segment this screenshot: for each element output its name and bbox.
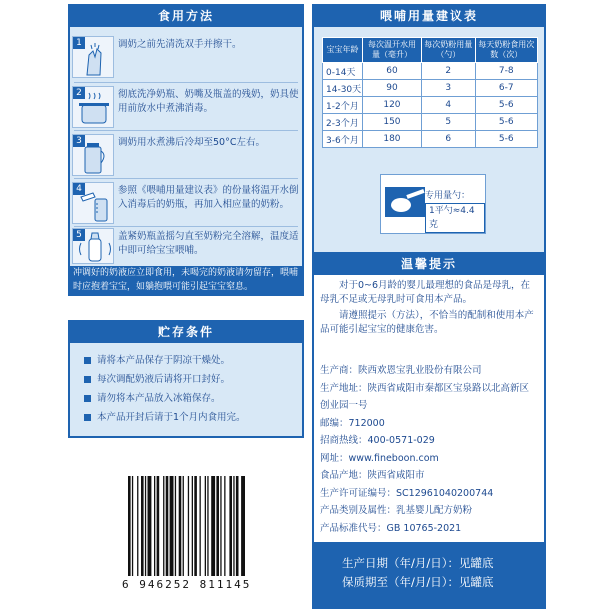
table-cell: 14-30天 xyxy=(323,80,363,97)
table-cell: 3 xyxy=(421,80,475,97)
info-line: 邮编：712000 xyxy=(320,417,385,429)
storage-item xyxy=(84,351,296,370)
table-cell: 0-14天 xyxy=(323,63,363,80)
table-cell: 2-3个月 xyxy=(323,114,363,131)
storage-panel xyxy=(68,320,304,438)
manufacturer-info xyxy=(320,362,542,537)
square-bullet-icon xyxy=(84,357,91,364)
kettle-icon xyxy=(72,134,114,176)
table-header-cell: 每次温开水用量（毫升） xyxy=(363,38,422,63)
info-line: 生产许可证编号：SC12961040200744 xyxy=(320,487,494,499)
barcode-bar xyxy=(141,476,144,576)
table-cell: 6-7 xyxy=(475,80,538,97)
scoop-value: 1平勺≈4.4克 xyxy=(425,203,485,233)
table-cell: 5-6 xyxy=(475,131,538,148)
barcode-bar xyxy=(148,476,152,576)
barcode-bar xyxy=(179,476,182,576)
storage-item-text: 请勿将本产品放入冰箱保存。 xyxy=(97,393,221,404)
table-row xyxy=(323,114,538,131)
barcode-bar xyxy=(154,476,155,576)
pot-boil-icon xyxy=(72,86,114,128)
usage-step-5 xyxy=(72,228,300,264)
info-line: 招商热线：400-0571-029 xyxy=(320,435,435,446)
step-number: 3 xyxy=(73,135,85,147)
info-line: 生产商：陕西欢恩宝乳业股份有限公司 xyxy=(320,365,482,376)
tips-panel xyxy=(312,254,546,609)
pour-scoop-icon xyxy=(72,182,114,224)
storage-item xyxy=(84,370,296,389)
barcode-bar xyxy=(207,476,208,576)
feeding-title: 喂哺用量建议表 xyxy=(314,6,544,27)
step-text: 调奶用水煮沸后冷却至50°C左右。 xyxy=(118,137,265,148)
barcode-bar xyxy=(220,476,221,576)
barcode-bar xyxy=(205,476,206,576)
table-cell: 120 xyxy=(363,97,422,114)
info-line: 产品标准代号：GB 10765-2021 xyxy=(320,522,462,534)
usage-panel xyxy=(68,4,304,296)
barcode-bar xyxy=(163,476,164,576)
table-cell: 3-6个月 xyxy=(323,131,363,148)
barcode-bar xyxy=(183,476,184,576)
step-number: 1 xyxy=(73,37,85,49)
table-cell: 7-8 xyxy=(475,63,538,80)
usage-step-3 xyxy=(72,134,300,176)
usage-title: 食用方法 xyxy=(70,6,302,27)
usage-warning-note: 冲调好的奶液应立即食用，未喝完的奶液请勿留存，喂哺时应抱着宝宝，如躺抱喂可能引起宝宝窒息。 xyxy=(70,266,302,294)
storage-item-text: 本产品开封后请于1个月内食用完。 xyxy=(97,412,246,423)
table-header-cell: 每天奶粉食用次数（次） xyxy=(475,38,538,63)
storage-title: 贮存条件 xyxy=(70,322,302,343)
feeding-panel xyxy=(312,4,546,254)
barcode-bar xyxy=(241,476,245,576)
storage-item xyxy=(84,389,296,408)
square-bullet-icon xyxy=(84,414,91,421)
info-line: 生产地址：陕西省咸阳市秦都区宝泉路以北高新区 xyxy=(320,382,530,394)
table-header-cell: 每次奶粉用量（勺） xyxy=(421,38,475,63)
table-row xyxy=(323,80,538,97)
table-cell: 5-6 xyxy=(475,114,538,131)
table-row xyxy=(323,131,538,148)
square-bullet-icon xyxy=(84,395,91,402)
storage-item-text: 请将本产品保存于阴凉干燥处。 xyxy=(97,355,231,366)
barcode-bar xyxy=(137,476,138,576)
table-cell: 5-6 xyxy=(475,97,538,114)
tips-paragraph: 请遵照提示（方法），不恰当的配制和使用本产品可能引起宝宝的健康危害。 xyxy=(320,310,534,335)
table-row xyxy=(323,97,538,114)
barcode-bar xyxy=(229,476,232,576)
barcode-number: 6 946252 811145 xyxy=(122,578,252,591)
info-line: 产品类别及属性：乳基婴儿配方奶粉 xyxy=(320,505,473,516)
barcode-bar xyxy=(194,476,197,576)
barcode-bar xyxy=(128,476,131,576)
barcode-bar xyxy=(211,476,215,576)
barcode-bar xyxy=(216,476,219,576)
barcode xyxy=(118,474,286,594)
table-cell: 4 xyxy=(421,97,475,114)
table-cell: 5 xyxy=(421,114,475,131)
table-cell: 6 xyxy=(421,131,475,148)
step-text: 调奶之前先清洗双手并擦干。 xyxy=(118,39,242,50)
step-number: 4 xyxy=(73,183,85,195)
barcode-bar xyxy=(192,476,193,576)
usage-step-1 xyxy=(72,36,300,78)
usage-step-4 xyxy=(72,182,300,224)
table-cell: 180 xyxy=(363,131,422,148)
tips-paragraph: 对于0~6月龄的婴儿最理想的食品是母乳，在母乳不足或无母乳时可食用本产品。 xyxy=(320,280,531,305)
tips-body xyxy=(314,275,544,337)
barcode-bar xyxy=(200,476,201,576)
step-text: 参照《喂哺用量建议表》的份量将温开水倒入消毒后的奶瓶，再加入相应量的奶粉。 xyxy=(118,185,299,210)
table-header-row xyxy=(323,38,538,63)
table-cell: 60 xyxy=(363,63,422,80)
table-row xyxy=(323,63,538,80)
barcode-bar xyxy=(224,476,225,576)
barcode-bar xyxy=(166,476,169,576)
scoop-label xyxy=(425,189,485,233)
usage-step-2 xyxy=(72,86,300,128)
storage-item xyxy=(84,408,296,427)
table-header-cell: 宝宝年龄 xyxy=(323,38,363,63)
dates-box xyxy=(314,542,544,607)
table-cell: 2 xyxy=(421,63,475,80)
production-date: 生产日期（年/月/日）：见罐底 xyxy=(342,556,494,570)
square-bullet-icon xyxy=(84,376,91,383)
barcode-bar xyxy=(170,476,174,576)
barcode-bar xyxy=(175,476,176,576)
barcode-bars xyxy=(128,476,276,576)
table-cell: 1-2个月 xyxy=(323,97,363,114)
step-text: 盖紧奶瓶盖摇匀直至奶粉完全溶解，温度适中即可给宝宝喂哺。 xyxy=(118,231,299,256)
scoop-icon xyxy=(383,183,427,223)
info-line: 网址：www.fineboon.com xyxy=(320,452,439,464)
barcode-bar xyxy=(145,476,146,576)
shake-bottle-icon xyxy=(72,228,114,264)
barcode-bar xyxy=(233,476,234,576)
step-number: 5 xyxy=(73,229,85,241)
tips-title: 温馨提示 xyxy=(314,254,544,275)
table-cell: 150 xyxy=(363,114,422,131)
scoop-label-title: 专用量勺： xyxy=(425,191,471,201)
expiry-date: 保质期至（年/月/日）：见罐底 xyxy=(342,575,494,589)
barcode-bar xyxy=(132,476,133,576)
storage-list xyxy=(70,343,302,427)
feeding-table xyxy=(322,37,538,148)
barcode-bar xyxy=(157,476,160,576)
info-line: 创业园一号 xyxy=(320,400,368,411)
info-line: 食品产地：陕西省咸阳市 xyxy=(320,470,425,481)
barcode-bar xyxy=(236,476,239,576)
step-number: 2 xyxy=(73,87,85,99)
barcode-bar xyxy=(188,476,189,576)
table-cell: 90 xyxy=(363,80,422,97)
hands-wash-icon xyxy=(72,36,114,78)
scoop-box xyxy=(380,174,486,234)
storage-item-text: 每次调配奶液后请将开口封好。 xyxy=(97,374,231,385)
step-text: 彻底洗净奶瓶、奶嘴及瓶盖的残奶，奶具使用前放水中煮沸消毒。 xyxy=(118,89,299,114)
